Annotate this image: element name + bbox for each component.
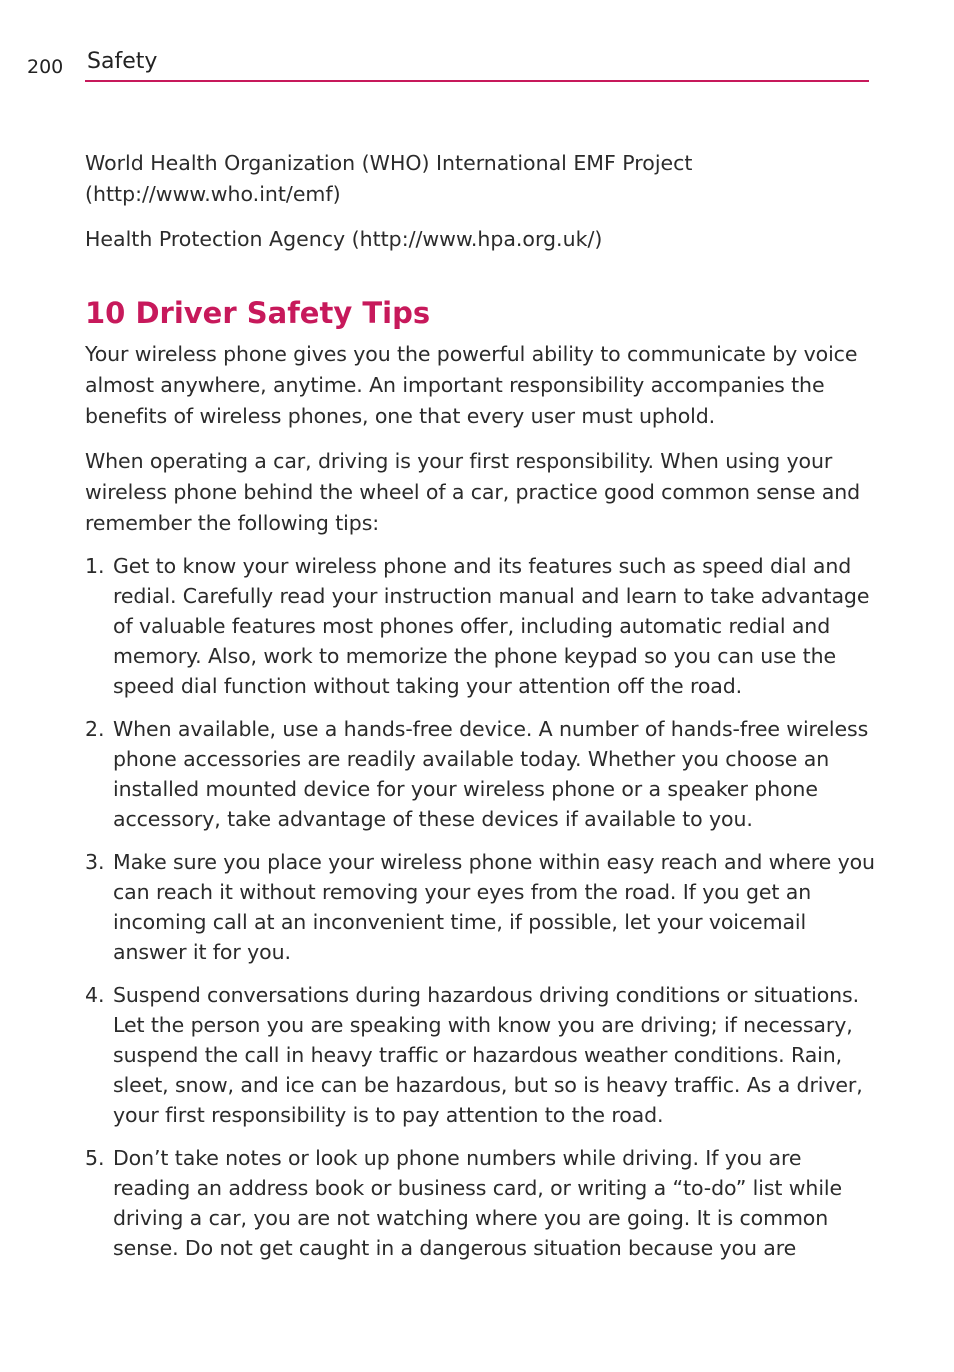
section-title: Safety <box>87 49 158 74</box>
reference-who: World Health Organization (WHO) International EMF Project (http://www.who.int/emf) <box>85 151 693 206</box>
tip-item <box>85 847 875 967</box>
tip-text: Suspend conversations during hazardous driving conditions or situations. Let the person you are speaking with know you are driving; if necessary, suspend the call in heavy traffic or hazardous weather conditions. Rain, sleet, snow, and ice can be hazardous, but so is heavy traffic. As a driver, your first responsibility is to pay attention to the road. <box>113 983 863 1127</box>
tip-text: Don’t take notes or look up phone numbers while driving. If you are reading an address book or business card, or writing a “to-do” list while driving a car, you are not watching where you are going. It is common sense. Do not get caught in a dangerous situation because you are <box>113 1146 843 1260</box>
reference-hpa: Health Protection Agency (http://www.hpa.org.uk/) <box>85 227 603 251</box>
header-divider <box>85 80 869 82</box>
tip-item <box>85 980 875 1130</box>
tip-number: 3. <box>85 850 105 874</box>
tip-text: Get to know your wireless phone and its features such as speed dial and redial. Carefully read your instruction manual and learn to take advantage of valuable features most phones offer, including automatic redial and memory. Also, work to memorize the phone keypad so you can use the speed dial function without taking your attention off the road. <box>113 554 870 698</box>
tip-number: 2. <box>85 717 105 741</box>
section-heading: 10 Driver Safety Tips <box>85 296 431 330</box>
tip-number: 1. <box>85 554 105 578</box>
tip-number: 4. <box>85 983 105 1007</box>
intro-paragraph: When operating a car, driving is your first responsibility. When using your wireless phone behind the wheel of a car, practice good common sense and remember the following tips: <box>85 449 861 535</box>
page-number: 200 <box>27 56 64 78</box>
tip-text: Make sure you place your wireless phone within easy reach and where you can reach it without removing your eyes from the road. If you get an incoming call at an inconvenient time, if possible, let your voicemail answer it for you. <box>113 850 875 964</box>
tip-item <box>85 1143 875 1263</box>
page-content <box>85 148 875 1276</box>
tips-list <box>85 551 875 1263</box>
tip-text: When available, use a hands-free device. A number of hands-free wireless phone accessories are readily available today. Whether you choose an installed mounted device for your wireless phone or a speaker phone accessory, take advantage of these devices if available to you. <box>113 717 869 831</box>
tip-number: 5. <box>85 1146 105 1170</box>
tip-item <box>85 551 875 701</box>
intro-paragraph: Your wireless phone gives you the powerful ability to communicate by voice almost anywhere, anytime. An important responsibility accompanies the benefits of wireless phones, one that every user must uphold. <box>85 342 858 428</box>
tip-item <box>85 714 875 834</box>
